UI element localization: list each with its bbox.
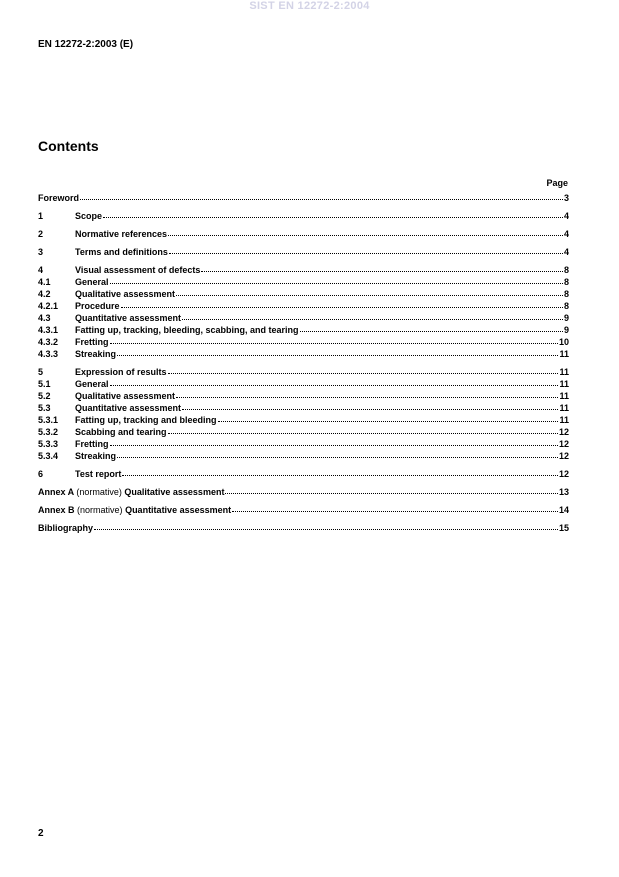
leader-dots [80,191,563,200]
toc-entry-page: 12 [558,439,569,449]
toc-entry-title: Scabbing and tearing [75,427,167,437]
leader-dots [176,287,563,296]
toc-entry-number: 6 [38,469,44,479]
toc-entry-title: Terms and definitions [75,247,168,257]
toc-entry-number: 5.3.2 [38,427,59,437]
leader-dots [117,347,558,356]
leader-dots [122,467,558,476]
toc-entry[interactable] [38,228,569,240]
leader-dots [110,275,563,284]
toc-entry-title: Bibliography [38,523,94,533]
toc-entry-number: 4.2 [38,289,51,299]
toc-entry-page: 12 [558,469,569,479]
toc-entry-page: 11 [559,391,569,401]
toc-entry-page: 11 [559,403,569,413]
annex-title: Qualitative assessment [124,487,225,497]
leader-dots [182,311,563,320]
toc-entry-title: General [75,379,109,389]
leader-dots [117,449,558,458]
leader-dots [168,227,563,236]
toc-entry-number: 5.3.4 [38,451,59,461]
toc-entry-title: Expression of results [75,367,167,377]
toc-entry-number: 4.2.1 [38,301,59,311]
toc-entry-annex-a[interactable] [38,486,569,498]
toc-entry[interactable] [38,450,569,462]
toc-entry-number: 5.2 [38,391,51,401]
toc-entry-bibliography[interactable] [38,522,569,534]
toc-entry-title: Visual assessment of defects [75,265,201,275]
toc-entry-title: Fretting [75,337,109,347]
toc-entry[interactable] [38,468,569,480]
toc-entry-page: 8 [563,277,569,287]
annex-status: (normative) [77,505,123,515]
toc-entry-title: Qualitative assessment [75,391,176,401]
toc-entry-number: 1 [38,211,44,221]
toc-entry-page: 14 [558,505,569,515]
toc-entry-page: 15 [558,523,569,533]
toc-entry-title: Procedure [75,301,120,311]
toc-entry-number: 3 [38,247,44,257]
leader-dots [103,209,563,218]
toc-entry-title: Qualitative assessment [75,289,176,299]
document-reference: EN 12272-2:2003 (E) [38,39,134,50]
toc-entry-number: 4.1 [38,277,51,287]
leader-dots [182,401,558,410]
toc-entry-title: Scope [75,211,103,221]
leader-dots [110,377,559,386]
annex-status: (normative) [76,487,122,497]
toc-entry-title: Fretting [75,439,109,449]
toc-entry-title: Quantitative assessment [75,313,182,323]
leader-dots [168,425,558,434]
table-of-contents [38,192,569,534]
toc-entry-title [38,486,224,498]
toc-entry-page: 11 [559,379,569,389]
toc-entry-page: 8 [563,289,569,299]
toc-entry-foreword[interactable] [38,192,569,204]
leader-dots [121,299,563,308]
toc-entry-number: 4.3.1 [38,325,59,335]
toc-entry-title: Test report [75,469,122,479]
toc-entry-page: 12 [558,451,569,461]
toc-entry-page: 9 [563,325,569,335]
toc-entry-page: 4 [563,211,569,221]
toc-entry-page: 13 [558,487,569,497]
toc-entry-title: Foreword [38,193,80,203]
contents-heading: Contents [38,138,99,154]
toc-entry-number: 5.3 [38,403,51,413]
toc-entry-number: 4.3 [38,313,51,323]
toc-entry-title: Fatting up, tracking and bleeding [75,415,217,425]
leader-dots [110,335,558,344]
leader-dots [176,389,558,398]
leader-dots [232,503,558,512]
annex-label: Annex B [38,505,75,515]
leader-dots [201,263,563,272]
leader-dots [169,245,563,254]
toc-entry-title: Quantitative assessment [75,403,182,413]
toc-entry-number: 5.1 [38,379,51,389]
toc-entry-number: 5 [38,367,44,377]
leader-dots [110,437,558,446]
toc-entry[interactable] [38,348,569,360]
toc-entry[interactable] [38,246,569,258]
leader-dots [168,365,559,374]
leader-dots [94,521,558,530]
toc-entry-number: 5.3.1 [38,415,59,425]
toc-entry[interactable] [38,210,569,222]
toc-entry-page: 11 [559,349,569,359]
toc-entry-page: 4 [563,247,569,257]
toc-entry-number: 4 [38,265,44,275]
toc-entry-title: Normative references [75,229,168,239]
toc-entry-annex-b[interactable] [38,504,569,516]
toc-entry-page: 4 [563,229,569,239]
toc-entry-page: 12 [558,427,569,437]
toc-entry-page: 11 [559,415,569,425]
page-column-label: Page [546,178,568,188]
page-number: 2 [38,828,44,839]
leader-dots [225,485,558,494]
toc-entry-title: Fatting up, tracking, bleeding, scabbing, and tearing [75,325,299,335]
toc-entry-number: 5.3.3 [38,439,59,449]
annex-title: Quantitative assessment [125,505,232,515]
toc-entry-page: 3 [563,193,569,203]
toc-entry-number: 2 [38,229,44,239]
toc-entry-title: Streaking [75,349,117,359]
leader-dots [218,413,559,422]
toc-entry-title: Streaking [75,451,117,461]
toc-entry-page: 11 [559,367,569,377]
toc-entry-number: 4.3.3 [38,349,59,359]
toc-entry-page: 8 [563,301,569,311]
toc-entry-page: 10 [558,337,569,347]
toc-entry-page: 9 [563,313,569,323]
annex-label: Annex A [38,487,74,497]
toc-entry-title: General [75,277,109,287]
watermark: SIST EN 12272-2:2004 [249,0,370,12]
toc-entry-number: 4.3.2 [38,337,59,347]
toc-entry-page: 8 [563,265,569,275]
leader-dots [300,323,563,332]
toc-entry-title [38,504,231,516]
